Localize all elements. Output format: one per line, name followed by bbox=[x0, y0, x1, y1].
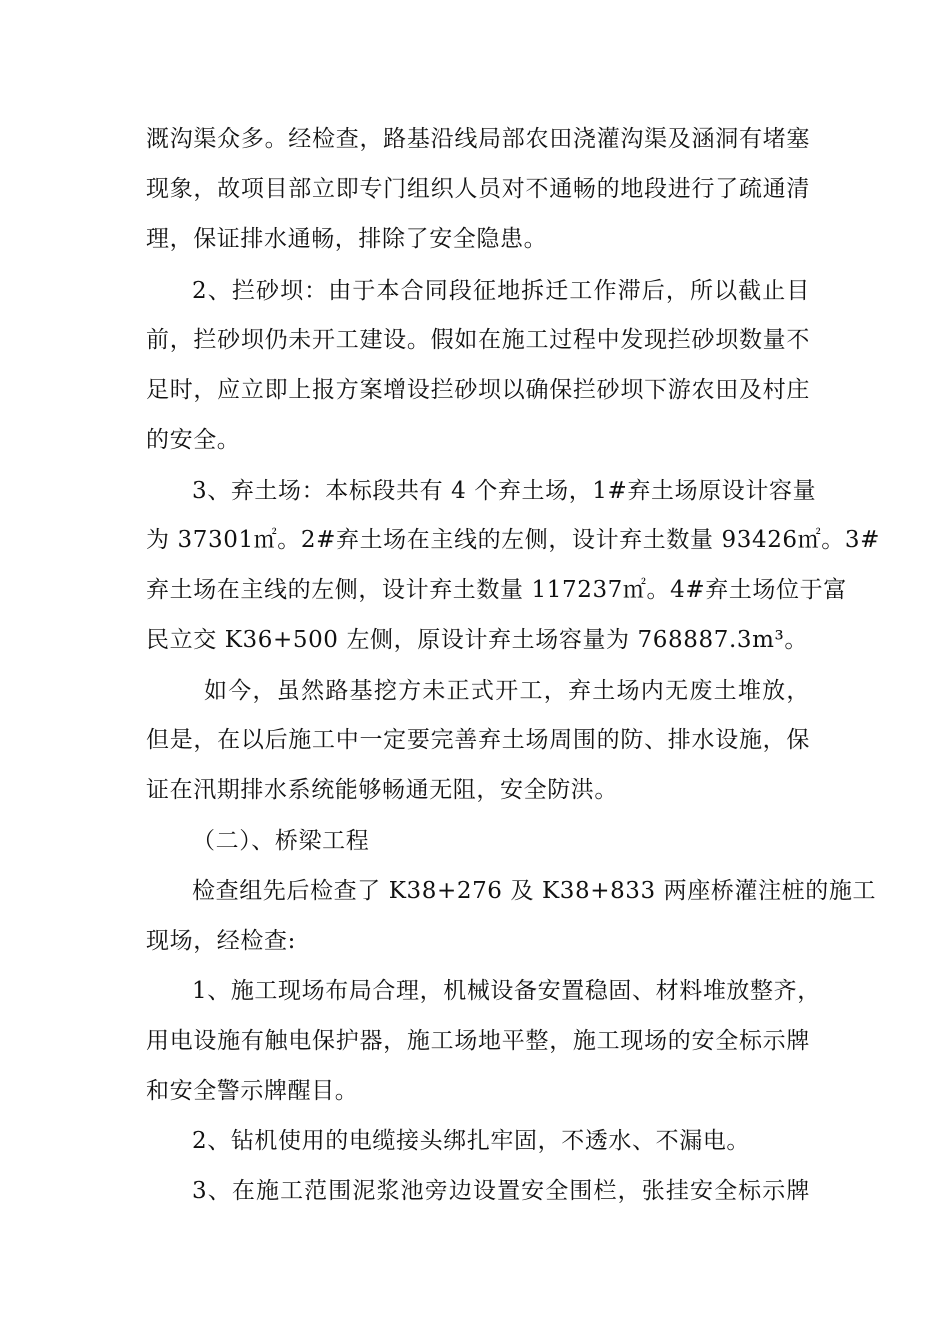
text-line-7: 的安全。 bbox=[146, 427, 241, 453]
text-line-19: 用电设施有触电保护器，施工场地平整，施工现场的安全标示牌 bbox=[146, 1028, 810, 1054]
text-line-8: 3、弃土场：本标段共有 4 个弃土场，1#弃土场原设计容量 bbox=[192, 478, 817, 504]
text-line-20: 和安全警示牌醒目。 bbox=[146, 1078, 359, 1104]
text-line-22: 3、在施工范围泥浆池旁边设置安全围栏，张挂安全标示牌 bbox=[192, 1178, 810, 1204]
text-line-3: 理，保证排水通畅，排除了安全隐患。 bbox=[146, 226, 548, 252]
text-line-17: 现场，经检查: bbox=[146, 928, 296, 954]
text-line-6: 足时，应立即上报方案增设拦砂坝以确保拦砂坝下游农田及村庄 bbox=[146, 377, 810, 403]
text-line-21: 2、钻机使用的电缆接头绑扎牢固，不透水、不漏电。 bbox=[192, 1128, 751, 1154]
text-line-14: 证在汛期排水系统能够畅通无阻，安全防洪。 bbox=[146, 777, 618, 803]
text-line-10: 弃土场在主线的左侧，设计弃土数量 117237㎡。4#弃土场位于富 bbox=[146, 577, 847, 603]
text-line-9: 为 37301㎡。2#弃土场在主线的左侧，设计弃土数量 93426㎡。3# bbox=[146, 527, 880, 553]
text-line-13: 但是，在以后施工中一定要完善弃土场周围的防、排水设施，保 bbox=[146, 727, 810, 753]
text-line-4: 2、拦砂坝：由于本合同段征地拆迁工作滞后，所以截止目 bbox=[192, 278, 810, 304]
text-line-1: 溉沟渠众多。经检查，路基沿线局部农田浇灌沟渠及涵洞有堵塞 bbox=[146, 126, 810, 152]
section-heading: （二）、桥梁工程 bbox=[192, 828, 370, 854]
text-line-5: 前，拦砂坝仍未开工建设。假如在施工过程中发现拦砂坝数量不 bbox=[146, 327, 810, 353]
text-line-11: 民立交 K36+500 左侧，原设计弃土场容量为 768887.3m³。 bbox=[146, 627, 808, 653]
text-line-18: 1、施工现场布局合理，机械设备安置稳固、材料堆放整齐， bbox=[192, 978, 821, 1004]
text-line-2: 现象，故项目部立即专门组织人员对不通畅的地段进行了疏通清 bbox=[146, 176, 810, 202]
text-line-12: 如今，虽然路基挖方未正式开工，弃土场内无废土堆放， bbox=[204, 678, 810, 704]
text-line-16: 检查组先后检查了 K38+276 及 K38+833 两座桥灌注桩的施工 bbox=[192, 878, 877, 904]
